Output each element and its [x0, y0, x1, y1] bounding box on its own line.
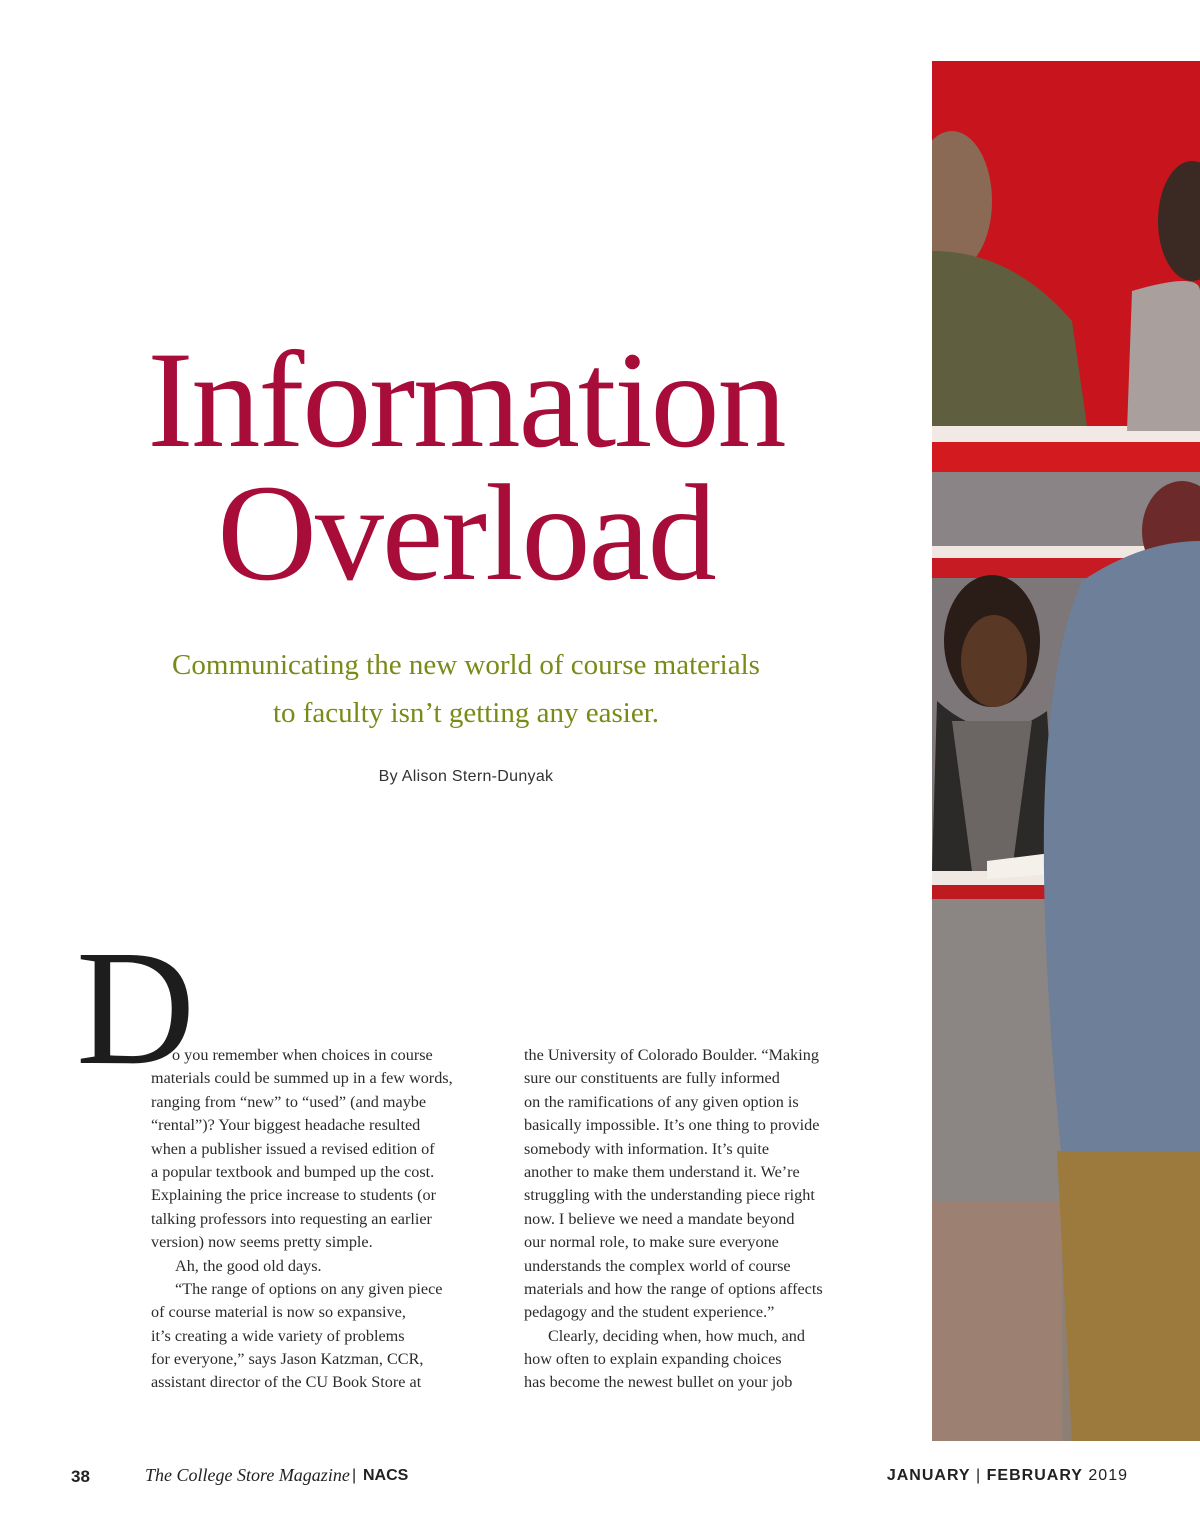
standing-person-pants	[1057, 1151, 1200, 1441]
body-line: of course material is now so expansive,	[151, 1303, 406, 1322]
body-line: version) now seems pretty simple.	[151, 1233, 373, 1252]
byline: By Alison Stern-Dunyak	[378, 768, 554, 785]
headline-line-2: Overload	[217, 456, 715, 609]
lecture-hall-photo	[932, 61, 1200, 1441]
body-line: Clearly, deciding when, how much, and	[548, 1326, 805, 1345]
footer-separator: |	[352, 1467, 357, 1484]
body-line: assistant director of the CU Book Store at	[151, 1373, 422, 1392]
body-line: another to make them understand it. We’re	[524, 1162, 800, 1181]
body-line: struggling with the understanding piece right	[524, 1186, 815, 1205]
body-line: talking professors into requesting an earlier	[151, 1209, 432, 1228]
body-line: for everyone,” says Jason Katzman, CCR,	[151, 1350, 424, 1369]
body-line: how often to explain expanding choices	[524, 1350, 782, 1369]
body-line: “The range of options on any given piece	[175, 1279, 443, 1298]
body-line: materials and how the range of options affects	[524, 1279, 823, 1298]
lower-floor	[932, 1201, 1062, 1441]
body-line: somebody with information. It’s quite	[524, 1139, 770, 1158]
red-wall-2	[932, 442, 1200, 472]
deck-line-1: Communicating the new world of course materials	[172, 649, 760, 681]
body-line: the University of Colorado Boulder. “Making	[524, 1046, 819, 1064]
magazine-name: The College Store Magazine	[145, 1465, 350, 1485]
issue-month-2: FEBRUARY	[986, 1467, 1083, 1484]
body-line: basically impossible. It’s one thing to provide	[524, 1116, 820, 1135]
deck-line-2: to faculty isn’t getting any easier.	[272, 697, 660, 729]
body-line: Ah, the good old days.	[175, 1256, 322, 1275]
body-line: it’s creating a wide variety of problems	[151, 1326, 405, 1345]
body-line: has become the newest bullet on your job	[524, 1373, 793, 1392]
body-line: ranging from “new” to “used” (and maybe	[151, 1092, 427, 1111]
issue-month-1: JANUARY	[886, 1467, 971, 1484]
student-face-3	[961, 615, 1027, 707]
red-strip-2	[932, 885, 1062, 899]
headline-line-1: Information	[147, 323, 785, 476]
standing-person-shirt	[1044, 541, 1200, 1161]
lecture-hall-illustration	[932, 61, 1200, 1441]
body-line: Explaining the price increase to students (or	[151, 1186, 436, 1205]
body-line: understands the complex world of course	[524, 1256, 791, 1275]
body-line: “rental”)? Your biggest headache resulted	[151, 1116, 421, 1135]
student-body-2	[1127, 281, 1200, 431]
body-line: materials could be summed up in a few words,	[151, 1069, 453, 1088]
issue-date	[887, 1467, 1128, 1485]
body-line: our normal role, to make sure everyone	[524, 1233, 779, 1252]
organization-name: NACS	[363, 1467, 409, 1484]
body-column-1	[151, 1044, 511, 1395]
body-line: now. I believe we need a mandate beyond	[524, 1209, 795, 1228]
body-column-2	[524, 1044, 884, 1395]
issue-year: 2019	[1088, 1467, 1128, 1484]
page-number: 38	[71, 1467, 90, 1486]
issue-separator: |	[976, 1467, 982, 1484]
body-line: on the ramifications of any given option is	[524, 1092, 799, 1111]
body-line: sure our constituents are fully informed	[524, 1069, 780, 1088]
body-line: when a publisher issued a revised edition of	[151, 1139, 435, 1158]
body-line: o you remember when choices in course	[172, 1046, 433, 1064]
body-line: a popular textbook and bumped up the cost.	[151, 1162, 435, 1181]
body-line: pedagogy and the student experience.”	[524, 1303, 775, 1322]
page-footer	[0, 1465, 1200, 1495]
drop-cap: D	[76, 916, 196, 1099]
